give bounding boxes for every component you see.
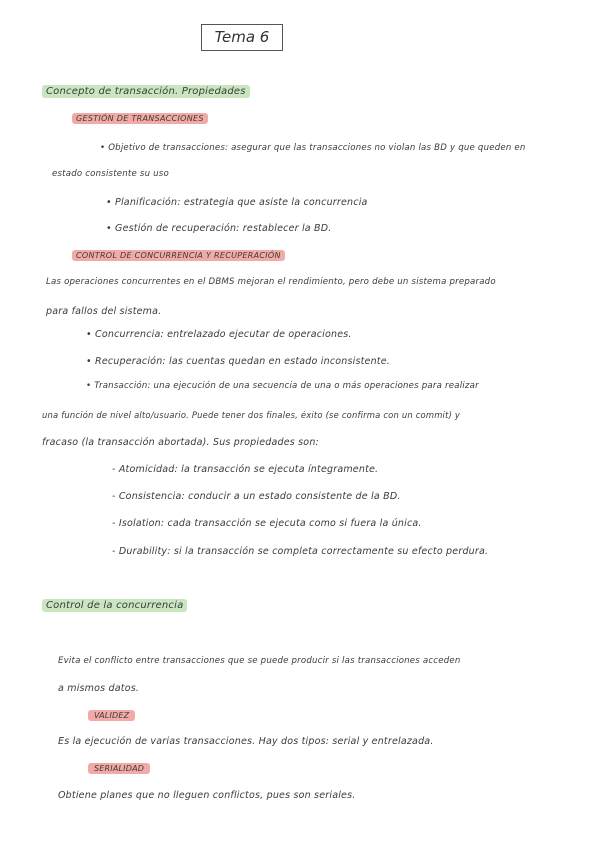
text-line: Obtiene planes que no lleguen conflictos, pues son seriales. bbox=[58, 790, 356, 801]
text-line: estado consistente su uso bbox=[52, 169, 169, 179]
subsection-tag bbox=[72, 250, 285, 261]
text-line: • Planificación: estrategia que asiste la concurrencia bbox=[106, 197, 368, 208]
text-line: una función de nivel alto/usuario. Puede tener dos finales, éxito (se confirma con un commit) y bbox=[42, 410, 461, 420]
text-line: • Objetivo de transacciones: asegurar que las transacciones no violan las BD y que queden en bbox=[100, 143, 526, 153]
list-item: - Consistencia: conducir a un estado consistente de la BD. bbox=[112, 491, 401, 502]
tag-highlight: SERIALIDAD bbox=[88, 763, 150, 774]
section-heading bbox=[42, 600, 187, 611]
subsection-highlight: CONTROL DE CONCURRENCIA Y RECUPERACIÓN bbox=[72, 250, 285, 261]
list-item: - Isolation: cada transacción se ejecuta como si fuera la única. bbox=[112, 518, 422, 529]
text-line: • Transacción: una ejecución de una secuencia de una o más operaciones para realizar bbox=[86, 381, 479, 391]
text-line: • Gestión de recuperación: restablecer la BD. bbox=[106, 223, 332, 234]
text-line: Las operaciones concurrentes en el DBMS mejoran el rendimiento, pero debe un sistema preparado bbox=[46, 277, 496, 287]
heading-highlight: Concepto de transacción. Propiedades bbox=[42, 85, 250, 98]
text-line: Evita el conflicto entre transacciones que se puede producir si las transacciones acceden bbox=[58, 656, 461, 666]
tag bbox=[88, 710, 135, 721]
text-line: • Recuperación: las cuentas quedan en estado inconsistente. bbox=[86, 356, 390, 367]
text-line: a mismos datos. bbox=[58, 683, 140, 694]
subsection-highlight: GESTIÓN DE TRANSACCIONES bbox=[72, 113, 208, 124]
tag-highlight: VALIDEZ bbox=[88, 710, 135, 721]
page-title: Tema 6 bbox=[201, 24, 283, 51]
tag bbox=[88, 763, 150, 774]
list-item: - Atomicidad: la transacción se ejecuta íntegramente. bbox=[112, 464, 379, 475]
subsection-tag bbox=[72, 113, 208, 124]
text-line: • Concurrencia: entrelazado ejecutar de operaciones. bbox=[86, 329, 352, 340]
text-line: para fallos del sistema. bbox=[46, 306, 162, 317]
section-heading bbox=[42, 86, 250, 97]
text-line: fracaso (la transacción abortada). Sus propiedades son: bbox=[42, 437, 319, 448]
list-item: - Durability: si la transacción se completa correctamente su efecto perdura. bbox=[112, 546, 489, 557]
text-line: Es la ejecución de varias transacciones. Hay dos tipos: serial y entrelazada. bbox=[58, 736, 434, 747]
heading-highlight: Control de la concurrencia bbox=[42, 599, 187, 612]
